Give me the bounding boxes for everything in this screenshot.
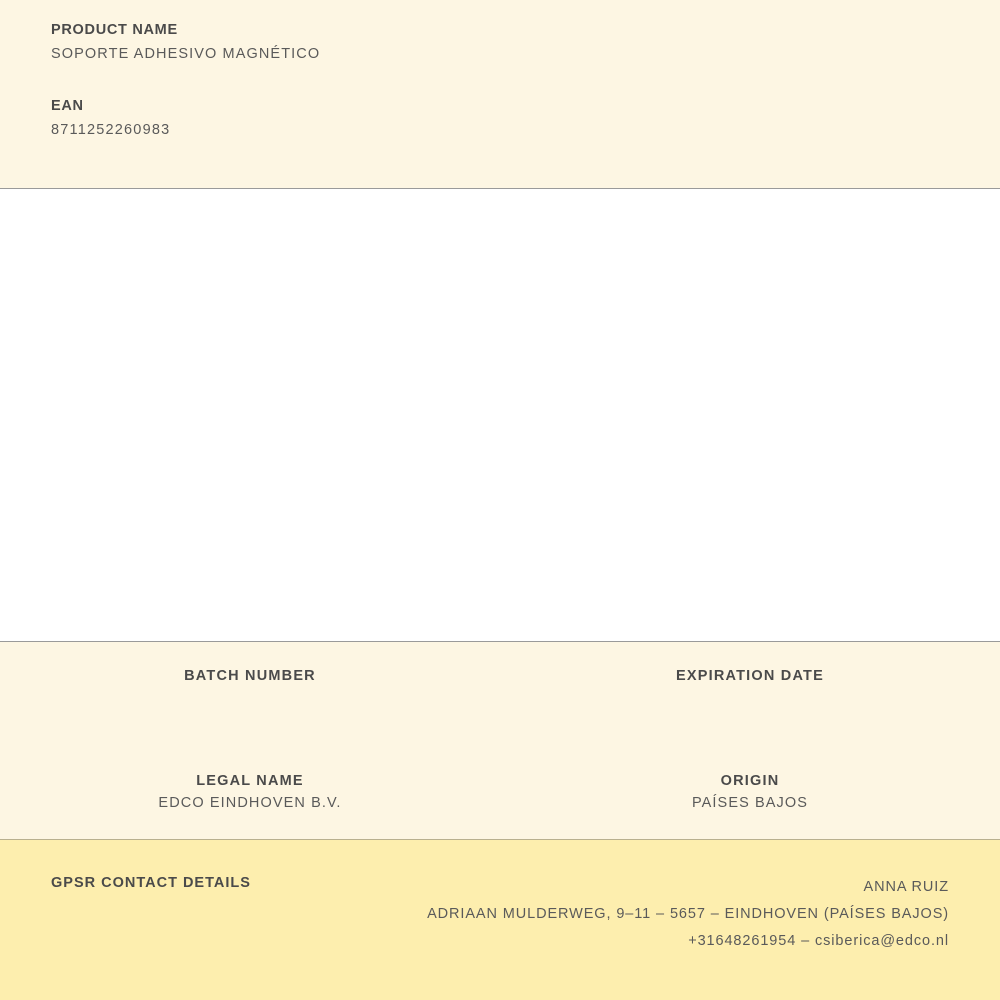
details-section (0, 642, 1000, 840)
legal-name-field (0, 773, 500, 813)
ean-label: EAN (51, 98, 84, 114)
expiration-date-label: EXPIRATION DATE (676, 668, 824, 684)
product-name-label: PRODUCT NAME (51, 22, 178, 38)
legal-name-label: LEGAL NAME (196, 773, 304, 789)
product-name-value: SOPORTE ADHESIVO MAGNÉTICO (51, 46, 321, 62)
gpsr-contact-name: ANNA RUIZ (863, 879, 949, 895)
batch-number-label: BATCH NUMBER (184, 668, 316, 684)
header-section (0, 0, 1000, 189)
origin-field (500, 773, 1000, 813)
origin-label: ORIGIN (720, 773, 780, 789)
gpsr-contact-details-label: GPSR CONTACT DETAILS (51, 875, 251, 891)
legal-name-value: EDCO EINDHOVEN B.V. (158, 795, 342, 811)
product-name-field (51, 22, 950, 62)
blank-content-area (0, 189, 1000, 642)
ean-field (51, 98, 950, 138)
gpsr-contact-phone-email: +31648261954 – csiberica@edco.nl (688, 933, 949, 949)
gpsr-contact-block (427, 874, 949, 955)
details-row-1 (0, 668, 1000, 708)
gpsr-footer-section (0, 840, 1000, 1000)
batch-number-field (0, 668, 500, 708)
expiration-date-value (500, 690, 1000, 708)
details-row-2 (0, 773, 1000, 813)
batch-number-value (0, 690, 500, 708)
origin-value: PAÍSES BAJOS (691, 795, 809, 811)
ean-value: 8711252260983 (51, 122, 171, 138)
gpsr-contact-address: ADRIAAN MULDERWEG, 9–11 – 5657 – EINDHOVEN (PAÍSES BAJOS) (427, 906, 949, 922)
expiration-date-field (500, 668, 1000, 708)
